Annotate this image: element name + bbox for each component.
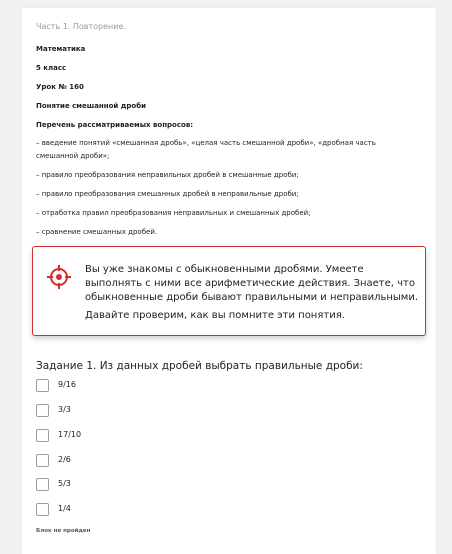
questions-heading: Перечень рассматриваемых вопросов: <box>36 121 194 129</box>
checkbox[interactable] <box>36 404 49 417</box>
checkbox[interactable] <box>36 478 49 491</box>
option-label: 17/10 <box>58 430 82 439</box>
checkbox[interactable] <box>36 503 49 516</box>
question-item: – сравнение смешанных дробей. <box>36 228 158 236</box>
grade-label: 5 класс <box>36 64 67 72</box>
option-label: 2/6 <box>58 455 71 464</box>
question-item: – правило преобразования смешанных дробей в неправильные дроби; <box>36 190 299 198</box>
question-item: – введение понятий «смешанная дробь», «целая часть смешанной дроби», «дробная часть <box>36 139 376 147</box>
option-label: 9/16 <box>58 380 76 389</box>
option-label: 1/4 <box>58 504 71 513</box>
subject-label: Математика <box>36 45 86 53</box>
question-item: – отработка правил преобразования неправильных и смешанных дробей; <box>36 209 311 217</box>
lesson-topic: Понятие смешанной дроби <box>36 102 147 110</box>
notice-box <box>32 246 426 336</box>
question-item: – правило преобразования неправильных дробей в смешанные дроби; <box>36 171 299 179</box>
checkbox[interactable] <box>36 429 49 442</box>
question-item-continued: смешанной дроби»; <box>36 152 110 160</box>
lesson-number: Урок № 160 <box>36 83 84 91</box>
checkbox[interactable] <box>36 454 49 467</box>
checkbox[interactable] <box>36 379 49 392</box>
lesson-card <box>22 8 436 554</box>
notice-text: Вы уже знакомы с обыкновенными дробями. Умеете выполнять с ними все арифметические действия. Знаете, что обыкновенные дроби бывают правильными и неправильными. <box>85 264 419 303</box>
target-icon <box>47 265 71 289</box>
part-title: Часть 1. Повторение. <box>36 22 126 31</box>
task-title: Задание 1. Из данных дробей выбрать правильные дроби: <box>36 360 363 372</box>
notice-prompt: Давайте проверим, как вы помните эти понятия. <box>85 310 345 321</box>
option-label: 3/3 <box>58 405 71 414</box>
block-status: Блок не пройден <box>36 528 91 534</box>
option-label: 5/3 <box>58 479 71 488</box>
